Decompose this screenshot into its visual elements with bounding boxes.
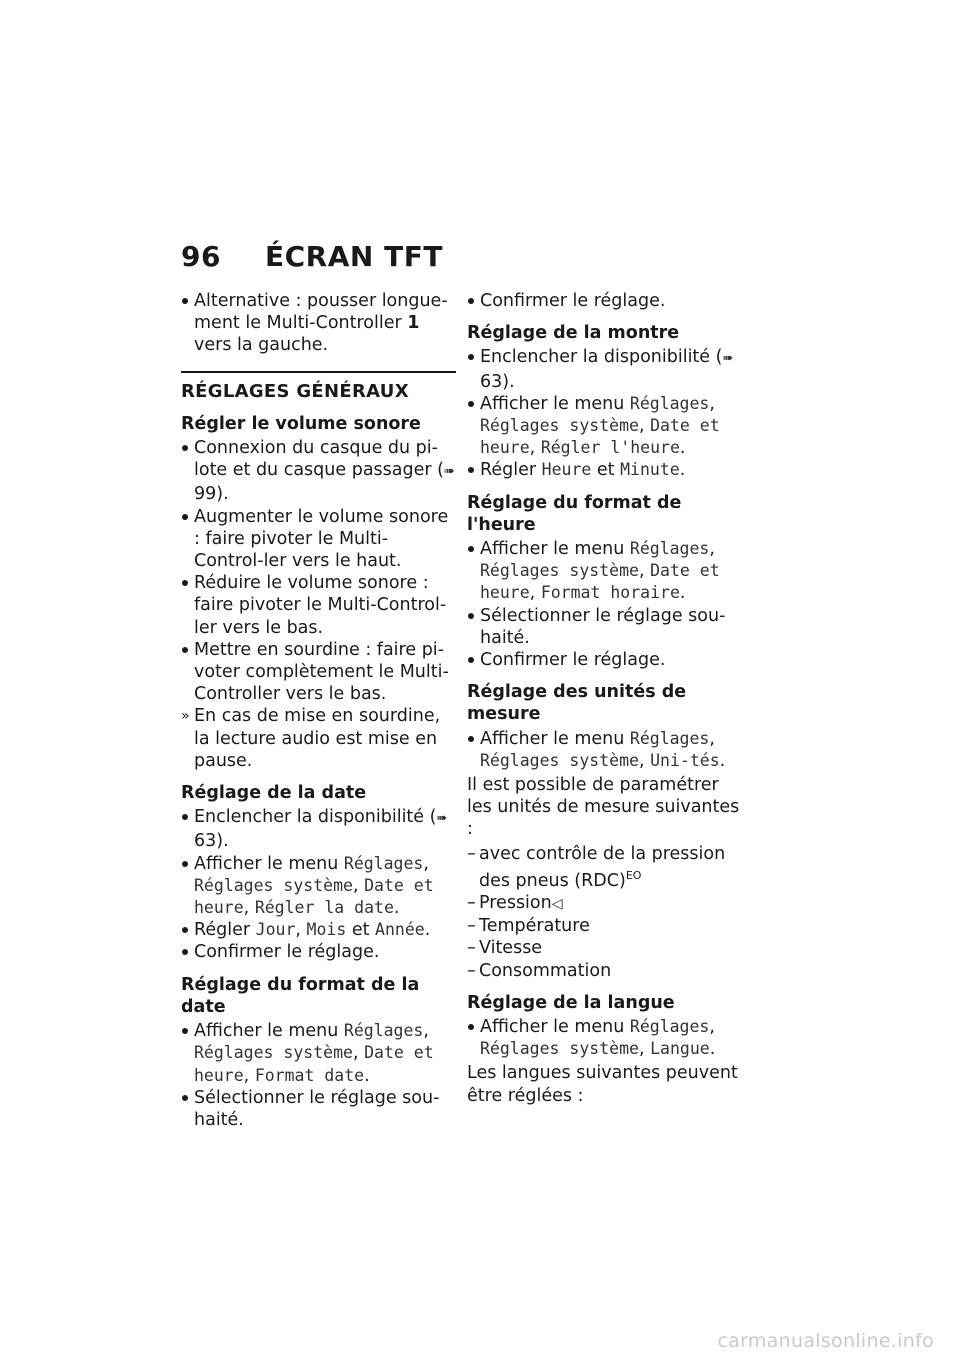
text: , bbox=[638, 750, 651, 771]
subsection-heading: Réglage de la langue bbox=[467, 992, 675, 1013]
text: et bbox=[346, 920, 376, 941]
text: . bbox=[679, 460, 686, 481]
text: Température bbox=[479, 916, 590, 937]
reference-arrow-icon: ➠ bbox=[436, 811, 448, 827]
list-item bbox=[181, 919, 456, 941]
menu-path: Réglages système bbox=[194, 875, 353, 895]
text: , bbox=[638, 1039, 651, 1060]
menu-path: Réglages système bbox=[480, 416, 639, 436]
list-item: Augmenter le volume sonore : faire pivoter le Multi-Control-ler vers le haut. bbox=[181, 506, 456, 573]
text: , bbox=[352, 875, 365, 896]
paragraph: Il est possible de paramétrer les unités de mesure suivantes : bbox=[467, 775, 740, 840]
menu-path: Date et heure bbox=[194, 875, 434, 918]
list-item bbox=[181, 437, 456, 506]
menu-path: Réglages bbox=[343, 1021, 424, 1041]
menu-path: Réglages système bbox=[480, 1039, 639, 1059]
text: , bbox=[638, 561, 651, 582]
result-marker-icon: » bbox=[181, 708, 190, 725]
menu-path: Réglages bbox=[629, 393, 710, 413]
menu-path: Réglages bbox=[343, 853, 424, 873]
list-item bbox=[181, 290, 456, 357]
text: Régler bbox=[194, 920, 256, 941]
list-item bbox=[181, 853, 456, 920]
text: , bbox=[243, 898, 255, 919]
text: , bbox=[243, 1065, 255, 1086]
menu-path: Uni-tés bbox=[650, 750, 720, 770]
end-marker-icon: ◁ bbox=[551, 895, 563, 912]
list-item bbox=[467, 1016, 749, 1060]
text: En cas de mise en sourdine, la lecture audio est mise en pause. bbox=[194, 706, 441, 771]
text: Alternative : pousser longue-ment le Multi-Controller bbox=[194, 291, 448, 334]
left-column bbox=[181, 290, 456, 1131]
menu-option: Année bbox=[375, 920, 425, 940]
menu-path: Langue bbox=[650, 1039, 710, 1059]
list-item bbox=[181, 1020, 456, 1087]
text: Afficher le menu bbox=[480, 393, 630, 414]
menu-option: Jour bbox=[255, 920, 296, 940]
dash-item bbox=[467, 937, 749, 959]
text: Connexion du casque du pi-lote et du casque passager ( bbox=[194, 438, 444, 481]
text: , bbox=[709, 539, 715, 560]
list-item bbox=[467, 728, 749, 772]
dash-item bbox=[467, 892, 749, 915]
list-item bbox=[467, 459, 749, 481]
menu-path: Réglages bbox=[629, 1016, 710, 1036]
list-item bbox=[467, 346, 749, 392]
list-item bbox=[467, 538, 749, 605]
page-reference: 63 bbox=[480, 371, 503, 392]
page-reference: 99 bbox=[194, 484, 217, 505]
menu-path: Réglages bbox=[629, 539, 710, 559]
watermark: carmanualsonline.info bbox=[717, 1330, 934, 1352]
subsection-heading: Réglage de la montre bbox=[467, 323, 680, 344]
section-title: RÉGLAGES GÉNÉRAUX bbox=[181, 371, 456, 403]
dash-marker: – bbox=[467, 960, 476, 981]
text: . bbox=[424, 920, 431, 941]
menu-option: Heure bbox=[541, 460, 592, 480]
callout-number: 1 bbox=[407, 313, 420, 334]
menu-path: Régler la date bbox=[254, 898, 394, 918]
subsection-heading: Réglage du format de la date bbox=[181, 974, 420, 1017]
text: , bbox=[709, 393, 715, 414]
result-item bbox=[181, 705, 456, 772]
text: . bbox=[364, 1065, 370, 1086]
text: , bbox=[295, 920, 307, 941]
subsection-heading: Réglage des unités de mesure bbox=[467, 682, 687, 725]
text: Consommation bbox=[479, 960, 612, 981]
list-item: Confirmer le réglage. bbox=[467, 649, 749, 671]
paragraph: Les langues suivantes peuvent être réglées : bbox=[467, 1063, 738, 1106]
subsection-heading: Réglage de la date bbox=[181, 783, 367, 804]
text: ). bbox=[216, 484, 229, 505]
subsection-heading: Régler le volume sonore bbox=[181, 413, 421, 434]
menu-path: Date et heure bbox=[480, 561, 720, 603]
dash-item bbox=[467, 960, 749, 982]
text: Pression bbox=[479, 892, 552, 913]
text: , bbox=[709, 1016, 715, 1037]
text: ). bbox=[502, 371, 515, 392]
page-header bbox=[181, 240, 443, 273]
text: . bbox=[679, 438, 686, 459]
menu-path: Date et heure bbox=[480, 416, 720, 458]
menu-path: Date et heure bbox=[194, 1043, 434, 1085]
reference-arrow-icon: ➠ bbox=[722, 351, 734, 367]
text: Afficher le menu bbox=[480, 728, 630, 749]
list-item: Sélectionner le réglage sou-haité. bbox=[181, 1087, 456, 1131]
page-number: 96 bbox=[181, 240, 221, 273]
menu-path: Réglages système bbox=[194, 1043, 353, 1063]
dash-item bbox=[467, 915, 749, 937]
text: , bbox=[352, 1043, 365, 1064]
text: Afficher le menu bbox=[480, 539, 630, 560]
equipment-code: EO bbox=[625, 868, 642, 882]
list-item bbox=[467, 393, 749, 460]
text: . bbox=[393, 898, 400, 919]
text: , bbox=[423, 853, 429, 874]
text: . bbox=[679, 583, 686, 604]
text: , bbox=[529, 438, 541, 459]
menu-option: Mois bbox=[306, 920, 347, 940]
text: Afficher le menu bbox=[194, 1021, 344, 1042]
text: . bbox=[719, 750, 726, 771]
text: . bbox=[709, 1039, 716, 1060]
right-column bbox=[467, 290, 749, 1109]
dash-marker: – bbox=[467, 916, 476, 937]
list-item: Confirmer le réglage. bbox=[467, 290, 749, 312]
text: , bbox=[423, 1021, 429, 1042]
list-item: Confirmer le réglage. bbox=[181, 941, 456, 963]
dash-item bbox=[467, 843, 749, 892]
menu-path: Réglages bbox=[629, 728, 710, 748]
list-item: Réduire le volume sonore : faire pivoter le Multi-Control-ler vers le bas. bbox=[181, 572, 456, 639]
menu-path: Format date bbox=[254, 1065, 365, 1085]
list-item: Mettre en sourdine : faire pi-voter complètement le Multi-Controller vers le bas. bbox=[181, 639, 456, 706]
menu-option: Minute bbox=[620, 460, 680, 480]
dash-marker: – bbox=[467, 892, 476, 913]
text: et bbox=[591, 460, 621, 481]
menu-path: Régler l'heure bbox=[540, 438, 680, 458]
text: vers la gauche. bbox=[194, 335, 329, 356]
text: Afficher le menu bbox=[194, 853, 344, 874]
page-reference: 63 bbox=[194, 831, 217, 852]
list-item: Sélectionner le réglage sou-haité. bbox=[467, 605, 749, 649]
text: Vitesse bbox=[479, 938, 543, 959]
text: , bbox=[638, 416, 651, 437]
text: , bbox=[529, 583, 541, 604]
text: ). bbox=[216, 831, 229, 852]
menu-path: Réglages système bbox=[480, 750, 639, 770]
list-item bbox=[181, 806, 456, 852]
text: Afficher le menu bbox=[480, 1016, 630, 1037]
reference-arrow-icon: ➠ bbox=[443, 464, 455, 480]
text: Régler bbox=[480, 460, 542, 481]
dash-marker: – bbox=[467, 843, 476, 864]
text: , bbox=[709, 728, 715, 749]
text: Enclencher la disponibilité ( bbox=[480, 347, 723, 368]
menu-path: Format horaire bbox=[540, 583, 680, 603]
dash-marker: – bbox=[467, 938, 476, 959]
text: Enclencher la disponibilité ( bbox=[194, 807, 437, 828]
menu-path: Réglages système bbox=[480, 561, 639, 581]
page-title: ÉCRAN TFT bbox=[265, 240, 443, 273]
subsection-heading: Réglage du format de l'heure bbox=[467, 492, 682, 535]
text: avec contrôle de la pression des pneus (RDC) bbox=[479, 843, 726, 891]
